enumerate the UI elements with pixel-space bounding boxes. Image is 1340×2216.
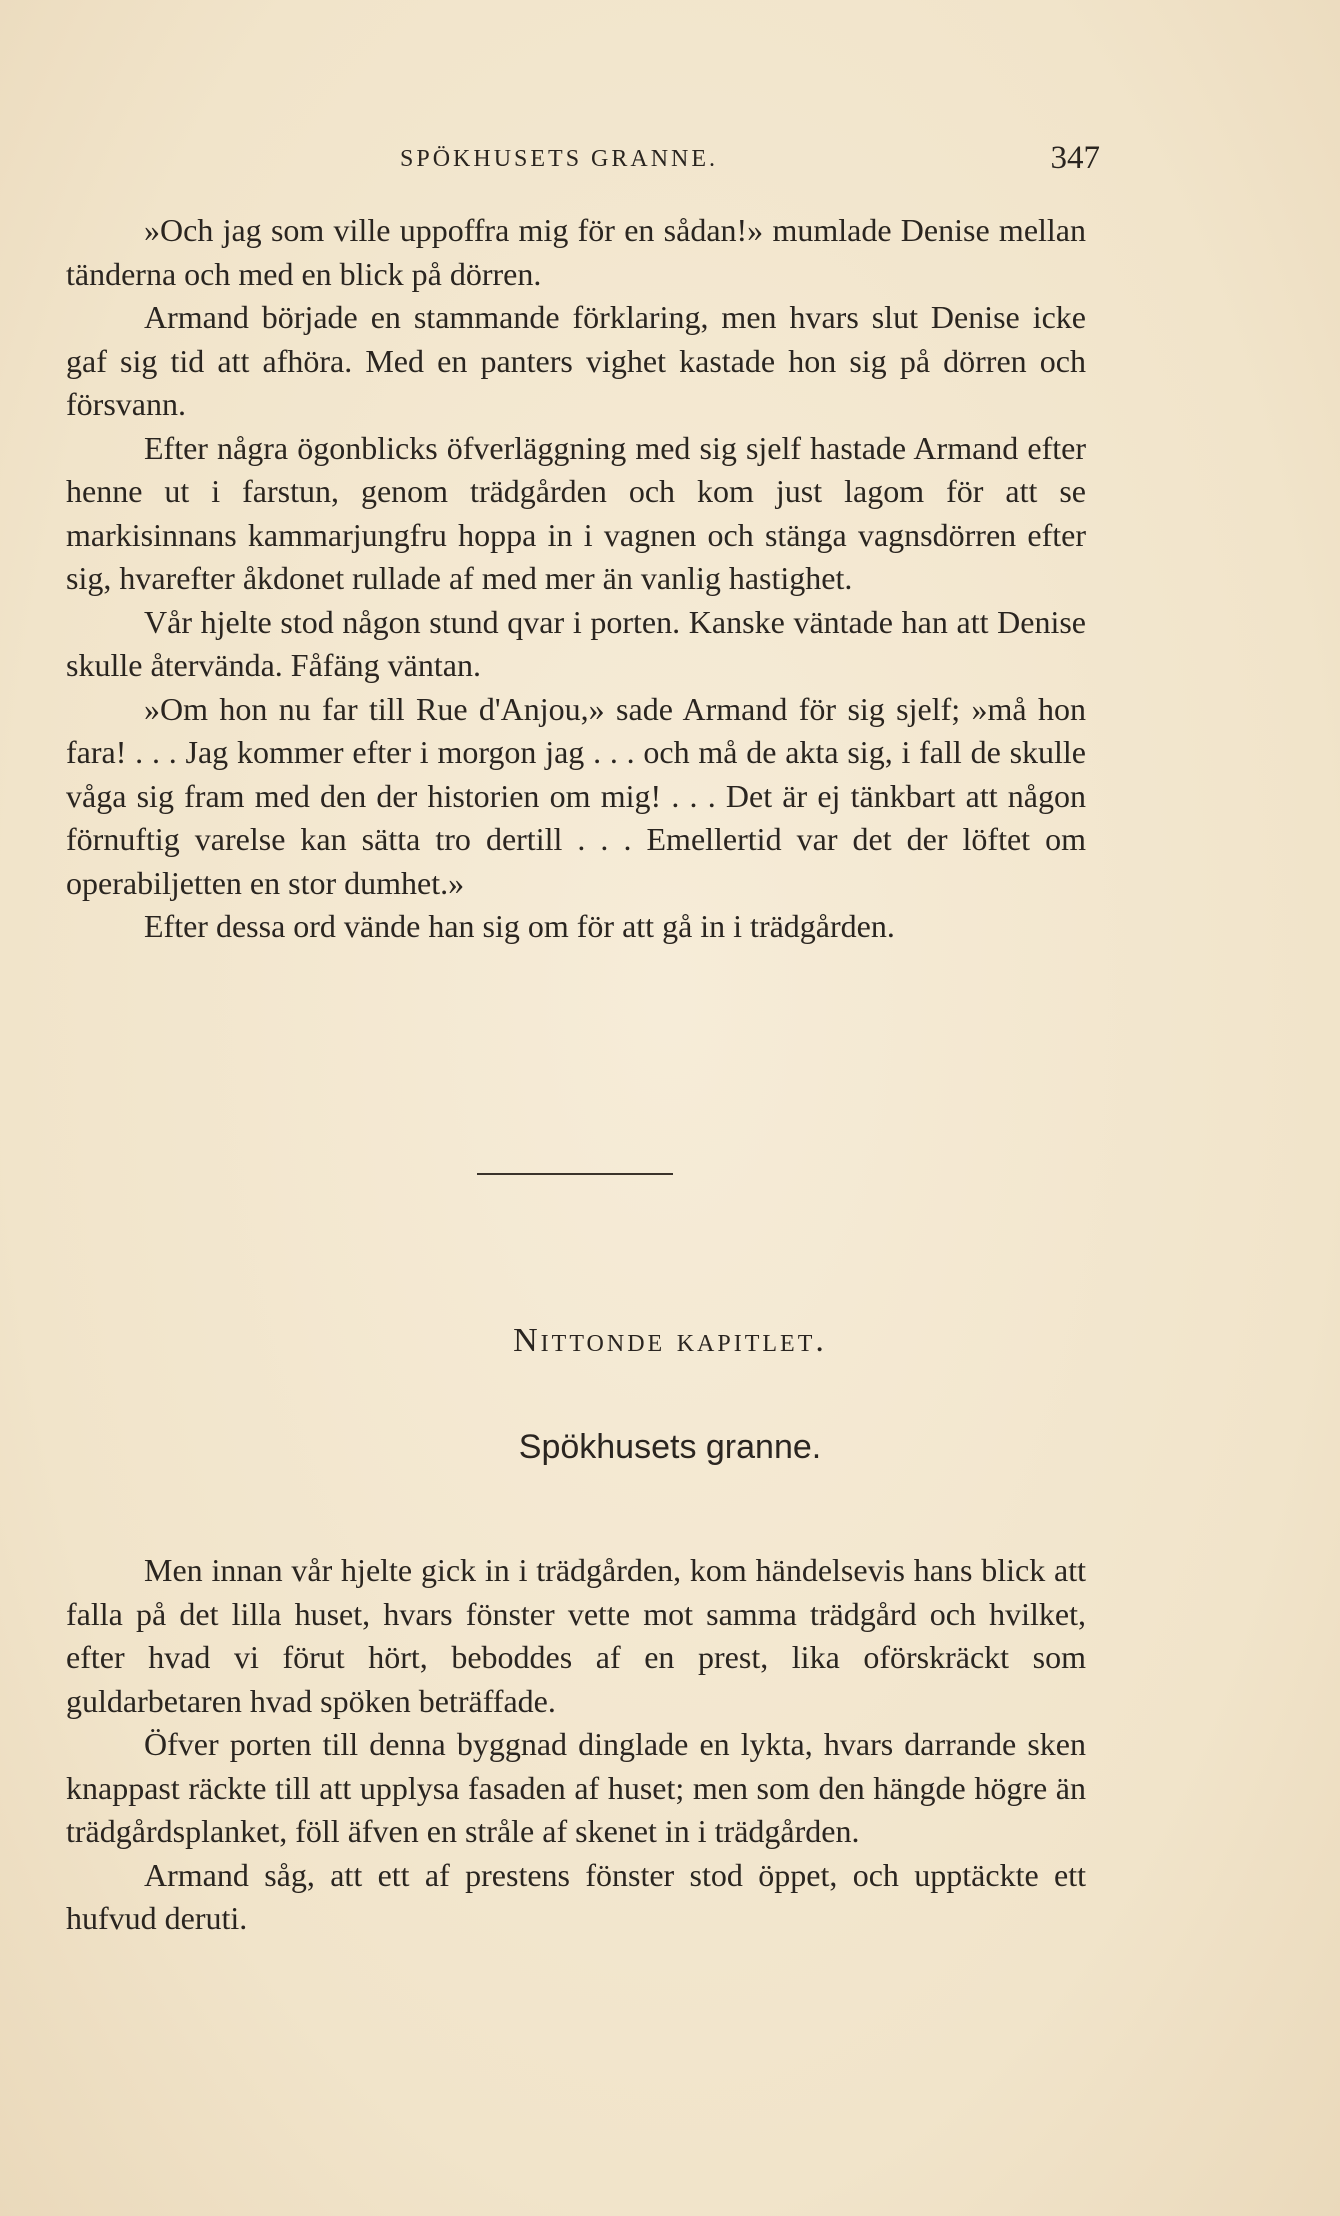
paragraph: Efter dessa ord vände han sig om för att gå in i trädgården. (144, 908, 895, 944)
paragraph: Vår hjelte stod någon stund qvar i porten. Kanske väntade han att Denise skulle återvända. Fåfäng väntan. (66, 603, 1086, 683)
text-section-1 (66, 209, 1086, 949)
paragraph: Öfver porten till denna byggnad dinglade en lykta, hvars darrande sken knappast räckte till att upplysa fasaden af huset; men som den hängde högre än trädgårdsplanket, föll äfven en stråle af skenet in i trädgården. (66, 1726, 1086, 1849)
paragraph: »Och jag som ville uppoffra mig för en sådan!» mumlade Denise mellan tänderna och med en blick på dörren. (66, 212, 1086, 292)
section-divider (477, 1173, 673, 1175)
page-number: 347 (1050, 140, 1100, 176)
chapter-title: Spökhusets granne. (518, 1428, 822, 1466)
paragraph: Men innan vår hjelte gick in i trädgården, kom händelsevis hans blick att falla på det lilla huset, hvars fönster vette mot samma trädgård och hvilket, efter hvad vi förut hört, beboddes af en prest, lika oförskräckt som guldarbetaren hvad spöken beträffade. (66, 1552, 1086, 1719)
paragraph: Armand såg, att ett af prestens fönster stod öppet, och upptäckte ett hufvud deruti. (66, 1856, 1086, 1936)
paragraph: Efter några ögonblicks öfverläggning med sig sjelf hastade Armand efter henne ut i farstun, genom trädgården och kom just lagom för att se markisinnans kammarjungfru hoppa in i vagnen och stänga vagnsdörren efter sig, hvarefter åkdonet rullade af med mer än vanlig hastighet. (66, 429, 1086, 596)
chapter-heading: Nittonde kapitlet. (513, 1322, 827, 1359)
paragraph: Armand började en stammande förklaring, men hvars slut Denise icke gaf sig tid att afhöra. Med en panters vighet kastade hon sig på dörren och försvann. (66, 299, 1086, 422)
running-title: SPÖKHUSETS GRANNE. (400, 146, 719, 172)
paragraph: »Om hon nu far till Rue d'Anjou,» sade Armand för sig sjelf; »må hon fara! . . . Jag kommer efter i morgon jag . . . och må de akta sig, i fall de skulle våga sig fram med den der historien om mig! . . . Det är ej tänkbart att någon förnuftig varelse kan sätta tro dertill . . . Emellertid var det der löftet om operabiljetten en stor dumhet.» (66, 690, 1086, 901)
running-head (400, 140, 1100, 180)
text-section-2 (66, 1549, 1086, 1941)
